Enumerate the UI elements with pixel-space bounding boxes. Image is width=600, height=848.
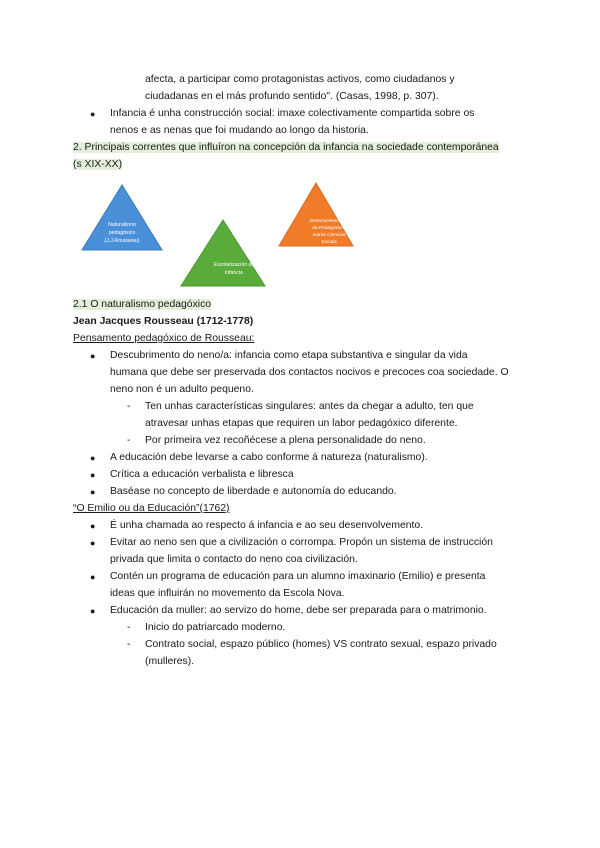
escolarizacion-label-2: infancia (225, 270, 243, 276)
section-2-1-heading (73, 298, 211, 312)
dash-icon: - (127, 639, 131, 650)
emilio-b3-line-1: Contén un programa de educación para un alumno imaxinario (Emilio) e presenta (110, 571, 486, 582)
quote-line-1: afecta, a participar como protagonistas activos, como ciudadanos y (145, 74, 455, 85)
bullet-icon: ● (90, 470, 96, 480)
bullet-icon: ● (90, 109, 96, 119)
section-2-line-1: 2. Principais correntes que influíron na concepción da infancia na sociedade contemporánea (73, 142, 499, 153)
emilio-b3-line-2: ideas que influirán no movemento da Escola Nova. (110, 588, 345, 599)
section-2-line-2: (s XIX-XX) (73, 159, 123, 170)
emilio-title: “O Emilio ou da Educación”(1762) (73, 503, 230, 514)
escolarizacion-label-1: Escolarización da (213, 262, 255, 268)
dash-icon: - (127, 401, 131, 412)
rousseau-subtitle: Pensamento pedagóxico de Rousseau: (73, 333, 255, 344)
dash-icon: - (127, 622, 131, 633)
infancia-line-1: Infancia é unha construcción social: imaxe colectivamente compartida sobre os (110, 108, 475, 119)
rousseau-s1-line-1: Ten unhas características singulares: antes da chegar a adulto, ten que (145, 401, 474, 412)
rousseau-b1-line-1: Descubrimento do neno/a: infancia como etapa substantiva e singular da vida (110, 350, 468, 361)
infancia-line-2: nenos e as nenas que foi mudando ao longo da historia. (110, 125, 369, 136)
bullet-icon: ● (90, 572, 96, 582)
bullet-icon: ● (90, 606, 96, 616)
rousseau-s2-line-1: Por primeira vez recoñécese a plena personalidade do neno. (145, 435, 426, 446)
bullet-icon: ● (90, 351, 96, 361)
rousseau-name: Jean Jacques Rousseau (1712-1778) (73, 316, 254, 327)
emilio-b1-line-1: É unha chamada ao respecto á infancia e ao seu desenvolvemento. (110, 520, 424, 531)
rousseau-s1-line-2: atravesar unhas etapas que requiren un labor pedagóxico diferente. (145, 418, 458, 429)
rousseau-b1-line-3: neno non é un adulto pequeno. (110, 384, 254, 395)
rousseau-b4-line-1: Baséase no concepto de liberdade e autonomía do educando. (110, 486, 397, 497)
naturalismo-label-3: (J.J.Rousseau) (104, 238, 140, 244)
rousseau-b2-line-1: A educación debe levarse a cabo conforme á natureza (naturalismo). (110, 452, 428, 463)
desenvolvemento-label-1: Desenvolvemento (309, 219, 349, 224)
desenvolvemento-label-3: outras Ciencias (312, 233, 346, 238)
emilio-s2-line-2: (mulleres). (145, 656, 195, 667)
desenvolvemento-label-2: da Pedagoxía e (312, 226, 346, 231)
rousseau-b3-line-1: Crítica a educación verbalista e libresca (110, 469, 294, 480)
emilio-b4-line-1: Educación da muller: ao servizo do home, debe ser preparada para o matrimonio. (110, 605, 487, 616)
naturalismo-label-1: Naturalismo (108, 222, 136, 228)
bullet-icon: ● (90, 538, 96, 548)
bullet-icon: ● (90, 453, 96, 463)
rousseau-b1-line-2: humana que debe ser preservada dos contactos nocivos e precoces coa sociedade. O (110, 367, 509, 378)
emilio-s2-line-1: Contrato social, espazo público (homes) VS contrato sexual, espazo privado (145, 639, 497, 650)
emilio-b2-line-2: privada que limita o contacto do neno coa civilización. (110, 554, 358, 565)
quote-line-2: ciudadanas en el más profundo sentido". (Casas, 1998, p. 307). (145, 91, 439, 102)
escolarizacion-triangle (181, 220, 265, 286)
emilio-b2-line-1: Evitar ao neno sen que a civilización o corrompa. Propón un sistema de instrucción (110, 537, 493, 548)
desenvolvemento-label-4: Sociais (321, 240, 337, 245)
emilio-s1-line-1: Inicio do patriarcado moderno. (145, 622, 286, 633)
naturalismo-label-2: pedagóxico (108, 230, 136, 236)
dash-icon: - (127, 435, 131, 446)
section-2-1-title: 2.1 O naturalismo pedagóxico (73, 299, 212, 310)
bullet-icon: ● (90, 487, 96, 497)
bullet-icon: ● (90, 521, 96, 531)
